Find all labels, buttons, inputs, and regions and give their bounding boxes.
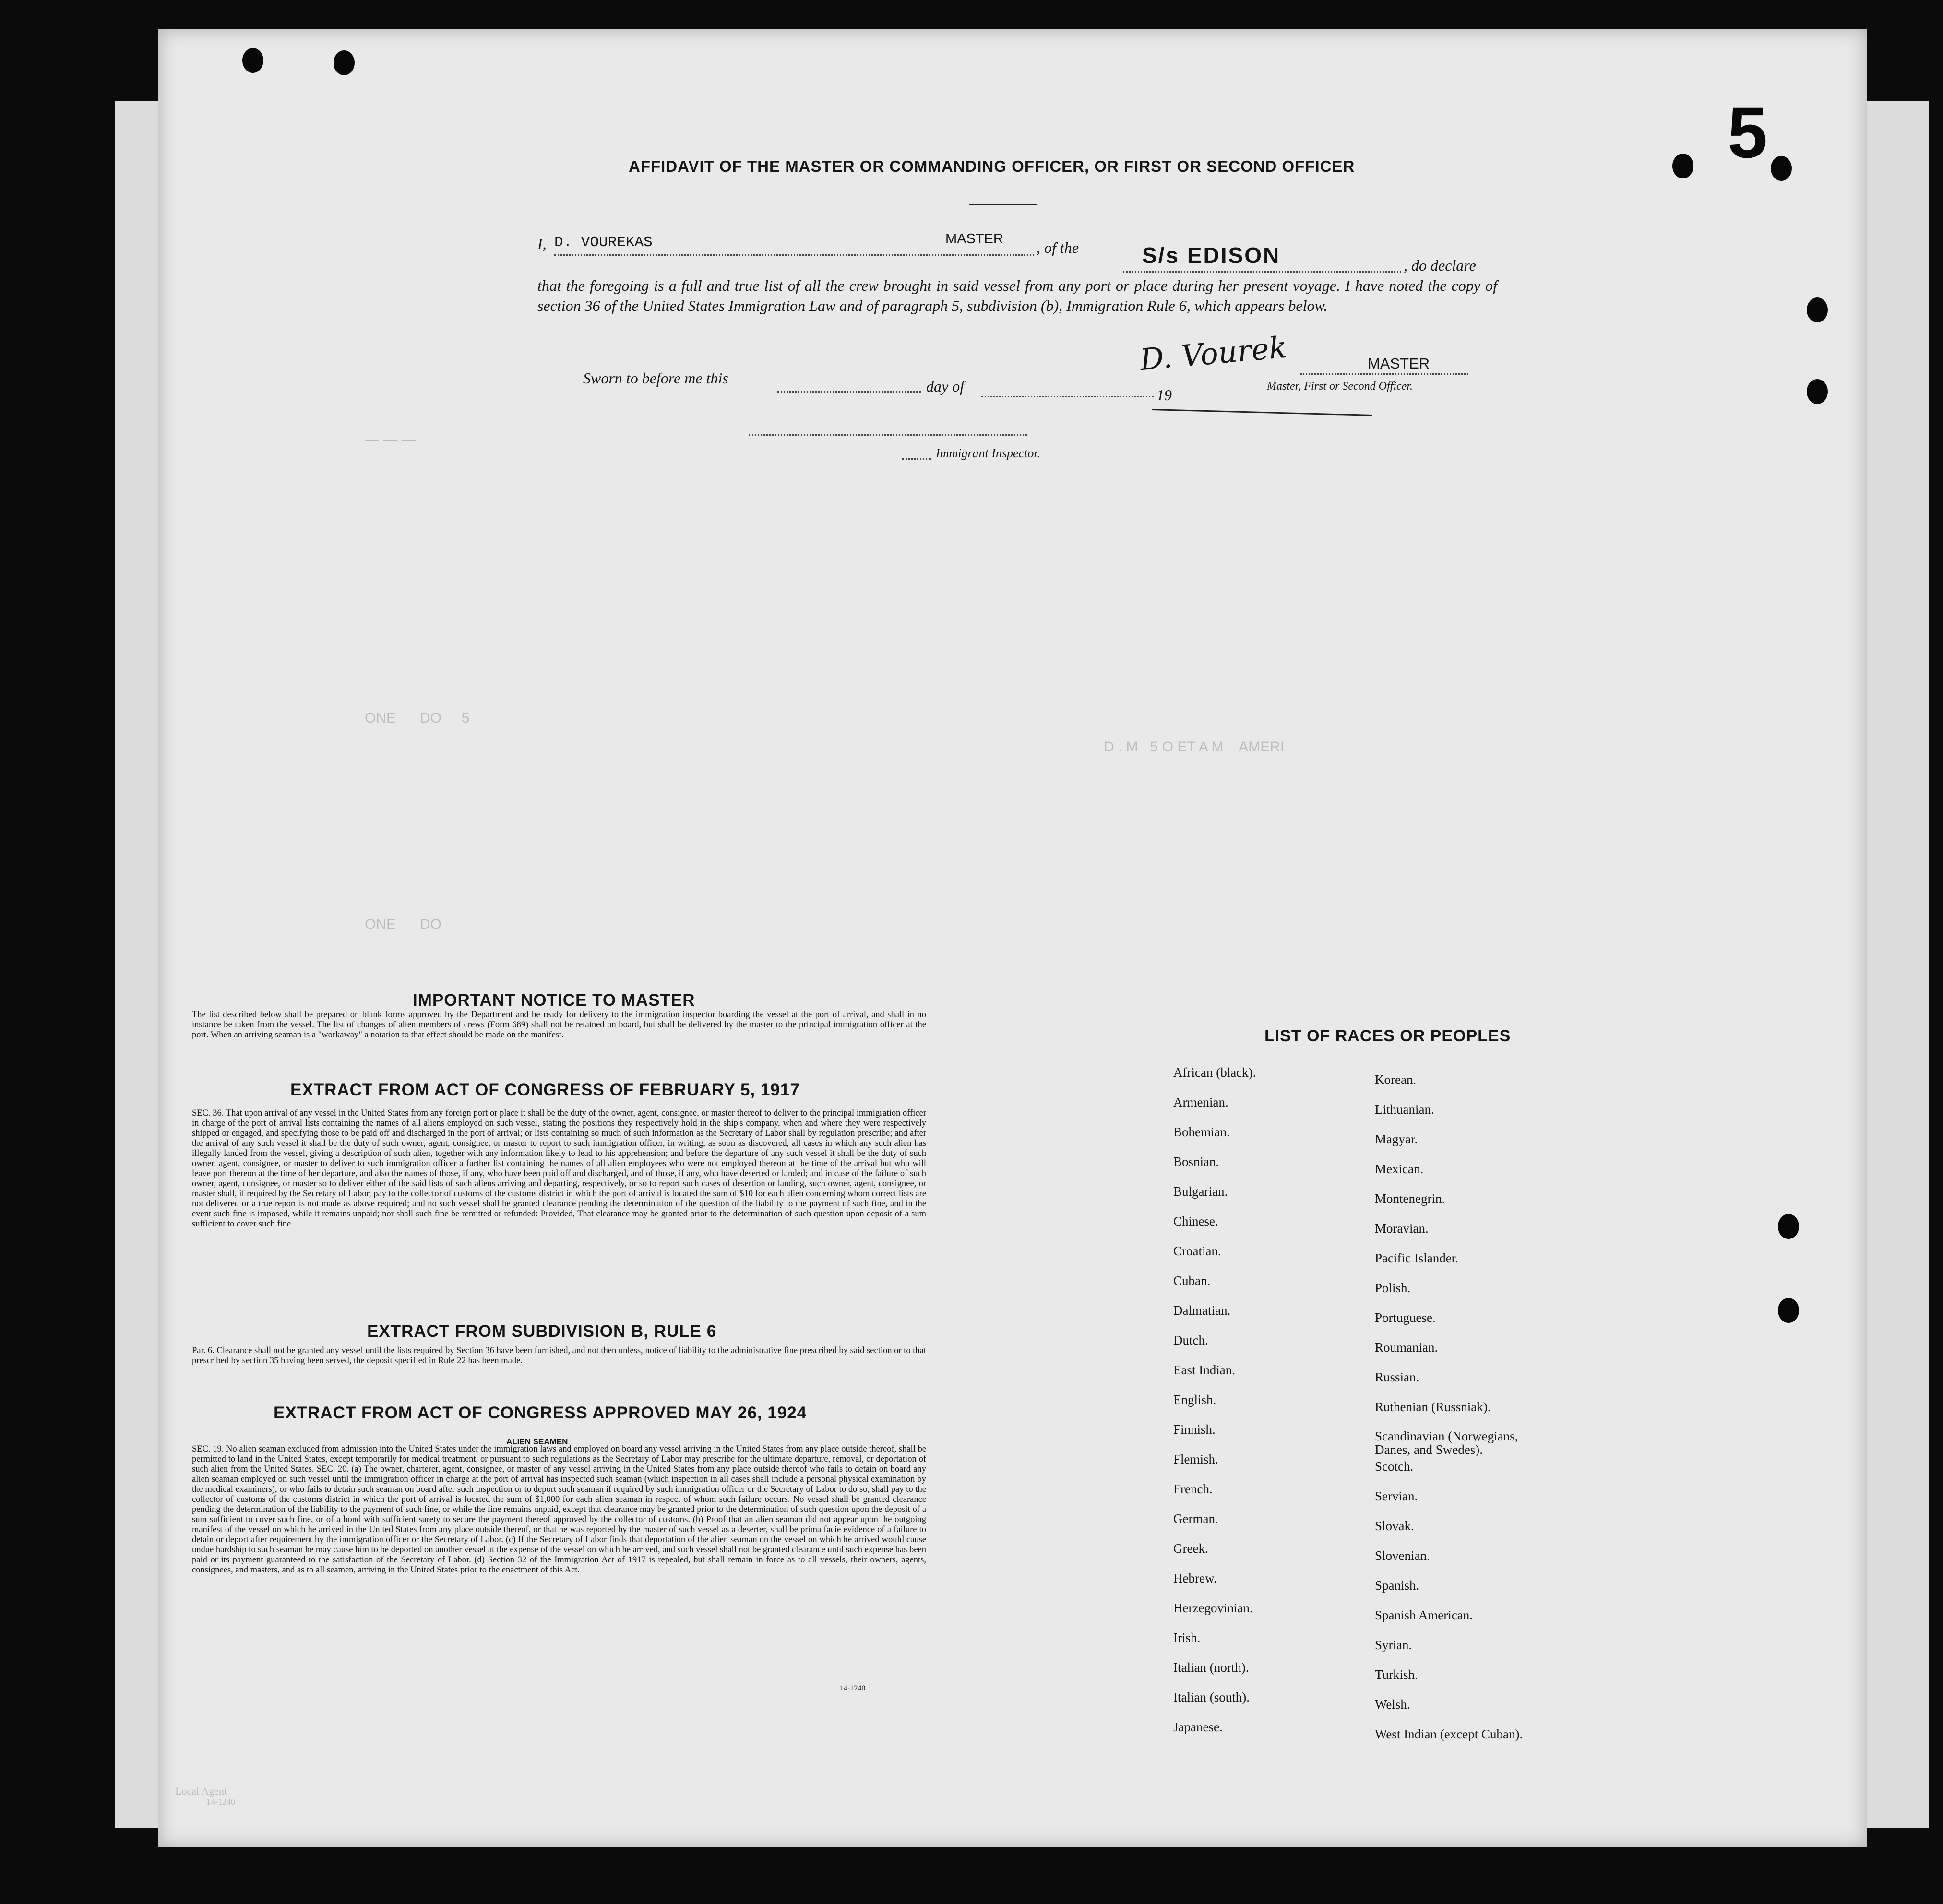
race-item: Chinese. xyxy=(1173,1214,1218,1228)
extract-1917-text: SEC. 36. That upon arrival of any vessel in the United States from any foreign port or place it shall be the duty of the owner, agent, consignee, or master thereof to deliver to the principal immigration officer in charge of the port of arrival lists containing the names of all aliens employed on such vessel, stating the positions they respectively hold in the ship's company, when and where they were respectively shipped or engaged, and specifying those to be paid off and discharged in the port of arrival; or lists containing so much of such information as the Secretary of Labor shall by regulation prescribe; and after the arrival of any such vessel it shall be the duty of such owner, agent, consignee, or master to report to such immigration officer, in writing, as soon as discovered, all cases in which any such alien has illegally landed from the vessel, giving a description of such alien, together with any information likely to lead to his apprehension; and before the departure of any such vessel it shall be the duty of such owner, agent, consignee, or master to deliver to such immigration officer a further list containing the names of all alien employees who were not employed thereon at the time of the arrival but who will leave port thereon at the time of her departure, and also the names of those, if any, who have been paid off and discharged, and of those, if any, who have deserted or landed; and in case of the failure of such owner, agent, consignee, or master so to deliver either of the said lists of such aliens arriving and departing, respectively, or so to report such cases of desertion or landing, such owner, agent, consignee, or master shall, if required by the Secretary of Labor, pay to the collector of customs of the customs district in which the port of arrival is located the sum of $10 for each alien concerning whom correct lists are not delivered or a true report is not made as above required; and no such vessel shall be granted clearance pending the determination of the question of the liability to the payment of such fine, and in the event such fine is imposed, while it remains unpaid; nor shall such fine be remitted or refunded: Provided, That clearance may be granted prior to the determination of such question upon deposit of a sum sufficient to cover such fine. xyxy=(192,1108,926,1229)
race-item: Slovenian. xyxy=(1375,1548,1430,1563)
title-underline xyxy=(969,204,1037,205)
race-item: Roumanian. xyxy=(1375,1340,1438,1355)
race-item: Greek. xyxy=(1173,1541,1208,1556)
master-signature: D. Vourek xyxy=(1138,329,1288,378)
i-label: I, xyxy=(537,235,547,252)
races-title: LIST OF RACES OR PEOPLES xyxy=(1264,1027,1511,1045)
signer-caption: Master, First or Second Officer. xyxy=(1267,380,1413,393)
signer-line xyxy=(1300,373,1468,375)
race-item: Italian (north). xyxy=(1173,1660,1249,1675)
race-item: Korean. xyxy=(1375,1072,1417,1087)
race-item: Croatian. xyxy=(1173,1244,1221,1258)
day-of-label: day of xyxy=(926,378,965,395)
race-item: Bohemian. xyxy=(1173,1125,1230,1139)
race-item: Moravian. xyxy=(1375,1221,1429,1236)
race-item: Dutch. xyxy=(1173,1333,1208,1347)
bottom-left-number: 14-1240 xyxy=(206,1797,235,1807)
race-item: Dalmatian. xyxy=(1173,1303,1231,1318)
extract-1924-subtitle: ALIEN SEAMEN xyxy=(506,1437,568,1446)
race-item: Finnish. xyxy=(1173,1422,1216,1437)
name-line xyxy=(554,254,1034,256)
race-item: Scandinavian (Norwegians, Danes, and Swedes). xyxy=(1375,1429,1518,1457)
race-item: Bosnian. xyxy=(1173,1154,1219,1169)
punch-hole-right xyxy=(1807,379,1828,404)
sworn-label: Sworn to before me this xyxy=(583,369,728,387)
race-item: Japanese. xyxy=(1173,1720,1223,1734)
do-declare-label: , do declare xyxy=(1404,257,1476,274)
race-item: Syrian. xyxy=(1375,1638,1412,1652)
race-item: African (black). xyxy=(1173,1065,1256,1080)
race-item: Lithuanian. xyxy=(1375,1102,1434,1117)
race-item: Mexican. xyxy=(1375,1162,1424,1176)
race-item: English. xyxy=(1173,1392,1216,1407)
race-item: Pacific Islander. xyxy=(1375,1251,1458,1265)
race-item: Italian (south). xyxy=(1173,1690,1250,1704)
race-item: East Indian. xyxy=(1173,1363,1235,1377)
master-name: D. VOUREKAS xyxy=(554,234,653,251)
race-item: Montenegrin. xyxy=(1375,1191,1445,1206)
sworn-day-line xyxy=(777,391,921,393)
race-item: Flemish. xyxy=(1173,1452,1218,1466)
master-rank: MASTER xyxy=(945,231,1003,247)
race-item: Irish. xyxy=(1173,1630,1201,1645)
notice-text: The list described below shall be prepared on blank forms approved by the Department and be ready for delivery to the immigration inspector boarding the vessel at the port of arrival, and shall in no instance be taken from the vessel. The list of changes of alien members of crews (Form 689) shall not be retained on board, but shall be delivered by the master to the principal immigration officer at the port. When an arriving seaman is a "workaway" a notation to that effect should be made on the manifest. xyxy=(192,1010,926,1040)
extract-1917-title: EXTRACT FROM ACT OF CONGRESS OF FEBRUARY 5, 1917 xyxy=(290,1081,800,1099)
punch-hole-right xyxy=(1807,298,1828,322)
bleed-through-mark: ONE DO xyxy=(365,916,442,932)
ship-line xyxy=(1123,271,1401,273)
race-item: Scotch. xyxy=(1375,1459,1414,1474)
extract-1924-title: EXTRACT FROM ACT OF CONGRESS APPROVED MAY 26, 1924 xyxy=(274,1404,807,1422)
signer-rank: MASTER xyxy=(1368,355,1430,372)
races-column-1 xyxy=(1173,1065,1256,1749)
rule-6-text: Par. 6. Clearance shall not be granted any vessel until the lists required by Section 36 have been furnished, and not then unless, notice of liability to the administrative fine prescribed by said section or to that prescribed by section 35 having been served, the deposit specified in Rule 22 has been made. xyxy=(192,1346,926,1366)
race-item: Armenian. xyxy=(1173,1095,1228,1109)
rule-6-title: EXTRACT FROM SUBDIVISION B, RULE 6 xyxy=(367,1322,717,1341)
race-item: Magyar. xyxy=(1375,1132,1418,1146)
bleed-through-mark: D . M 5 O ET A M AMERI xyxy=(1104,739,1285,755)
of-the-label: , of the xyxy=(1037,239,1079,256)
race-item: Ruthenian (Russniak). xyxy=(1375,1400,1491,1414)
page-mark: 5 xyxy=(1728,92,1768,173)
punch-hole-top-left xyxy=(242,48,263,73)
bleed-through-mark: ONE DO 5 xyxy=(365,710,470,726)
race-item: Russian. xyxy=(1375,1370,1419,1384)
inspector-caption: Immigrant Inspector. xyxy=(936,446,1041,460)
ship-name: S/s EDISON xyxy=(1142,243,1281,268)
race-item: Hebrew. xyxy=(1173,1571,1217,1585)
date-line xyxy=(981,396,1154,397)
race-item: Herzegovinian. xyxy=(1173,1601,1253,1615)
bottom-left-label: Local Agent xyxy=(175,1785,227,1797)
punch-hole-right xyxy=(1778,1214,1799,1239)
affidavit-body: that the foregoing is a full and true list of all the crew brought in said vessel from any port or place during her present voyage. I have noted the copy of section 36 of the United States Immigration Law and of paragraph 5, subdivision (b), Immigration Rule 6, which appears below. xyxy=(537,277,1497,314)
race-item: West Indian (except Cuban). xyxy=(1375,1727,1523,1741)
race-item: Cuban. xyxy=(1173,1273,1211,1288)
bleed-through-mark: — — — xyxy=(365,432,416,448)
race-item: Servian. xyxy=(1375,1489,1418,1503)
race-item: Bulgarian. xyxy=(1173,1184,1228,1199)
inspector-line-short xyxy=(902,458,931,460)
punch-hole-right xyxy=(1672,154,1693,178)
affidavit-title: AFFIDAVIT OF THE MASTER OR COMMANDING OFFICER, OR FIRST OR SECOND OFFICER xyxy=(629,157,1355,175)
inspector-line xyxy=(749,434,1027,436)
races-column-2 xyxy=(1375,1072,1533,1757)
race-item: Polish. xyxy=(1375,1281,1411,1295)
notice-title: IMPORTANT NOTICE TO MASTER xyxy=(413,991,695,1010)
extract-1924-text: SEC. 19. No alien seaman excluded from admission into the United States under the immigration laws and employed on board any vessel arriving in the United States from any place outside thereof, shall be permitted to land in the United States, except temporarily for medical treatment, or pursuant to such regulations as the Secretary of Labor may prescribe for the ultimate departure, removal, or deportation of such alien from the United States. SEC. 20. (a) The owner, charterer, agent, consignee, or master of any vessel arriving in the United States from any place outside thereof who fails to detain on board any alien seaman employed on such vessel until the immigration officer in charge at the port of arrival has inspected such seaman (which inspection in all cases shall include a personal physical examination by the medical examiners), or who fails to detain such seaman on board after such inspection or to deport such seaman if required by such immigration officer or the Secretary of Labor to do so, shall pay to the collector of customs of the customs district in which the port of arrival is located the sum of $1,000 for each alien seaman in respect of whom such failure occurs. No vessel shall be granted clearance pending the determination of the liability to the payment of such fine, or while the fine remains unpaid, except that clearance may be granted prior to the determination of such question upon the deposit of a sum sufficient to cover such fine, or of a bond with sufficient surety to secure the payment thereof approved by the collector of customs. (b) Proof that an alien seaman did not appear upon the outgoing manifest of the vessel on which he arrived in the United States from any place outside thereof, or that he was reported by the master of such vessel as a deserter, shall be prima facie evidence of a failure to detain or deport after requirement by the immigration officer or the Secretary of Labor. (c) If the Secretary of Labor finds that deportation of the alien seaman on the vessel on which he arrived would cause undue hardship to such seaman he may cause him to be deported on another vessel at the expense of the vessel on which he arrived, and such vessel shall not be granted clearance until such expense has been paid or its payment guaranteed to the satisfaction of the Secretary of Labor. (d) Section 32 of the Immigration Act of 1917 is repealed, but shall remain in force as to all vessels, their owners, agents, consignees, and masters, and as to all seamen, arriving in the United States prior to the enactment of this Act. xyxy=(192,1444,926,1575)
race-item: Welsh. xyxy=(1375,1697,1410,1712)
race-item: Portuguese. xyxy=(1375,1310,1436,1325)
year-label: 19 xyxy=(1156,386,1172,404)
punch-hole-right xyxy=(1771,156,1792,181)
race-item: Spanish. xyxy=(1375,1578,1419,1593)
punch-hole-right xyxy=(1778,1298,1799,1323)
race-item: Spanish American. xyxy=(1375,1608,1473,1622)
race-item: French. xyxy=(1173,1482,1213,1496)
race-item: Turkish. xyxy=(1375,1667,1418,1682)
race-item: German. xyxy=(1173,1511,1218,1526)
race-item: Slovak. xyxy=(1375,1519,1414,1533)
punch-hole-top xyxy=(334,50,355,75)
form-number: 14-1240 xyxy=(840,1684,866,1692)
